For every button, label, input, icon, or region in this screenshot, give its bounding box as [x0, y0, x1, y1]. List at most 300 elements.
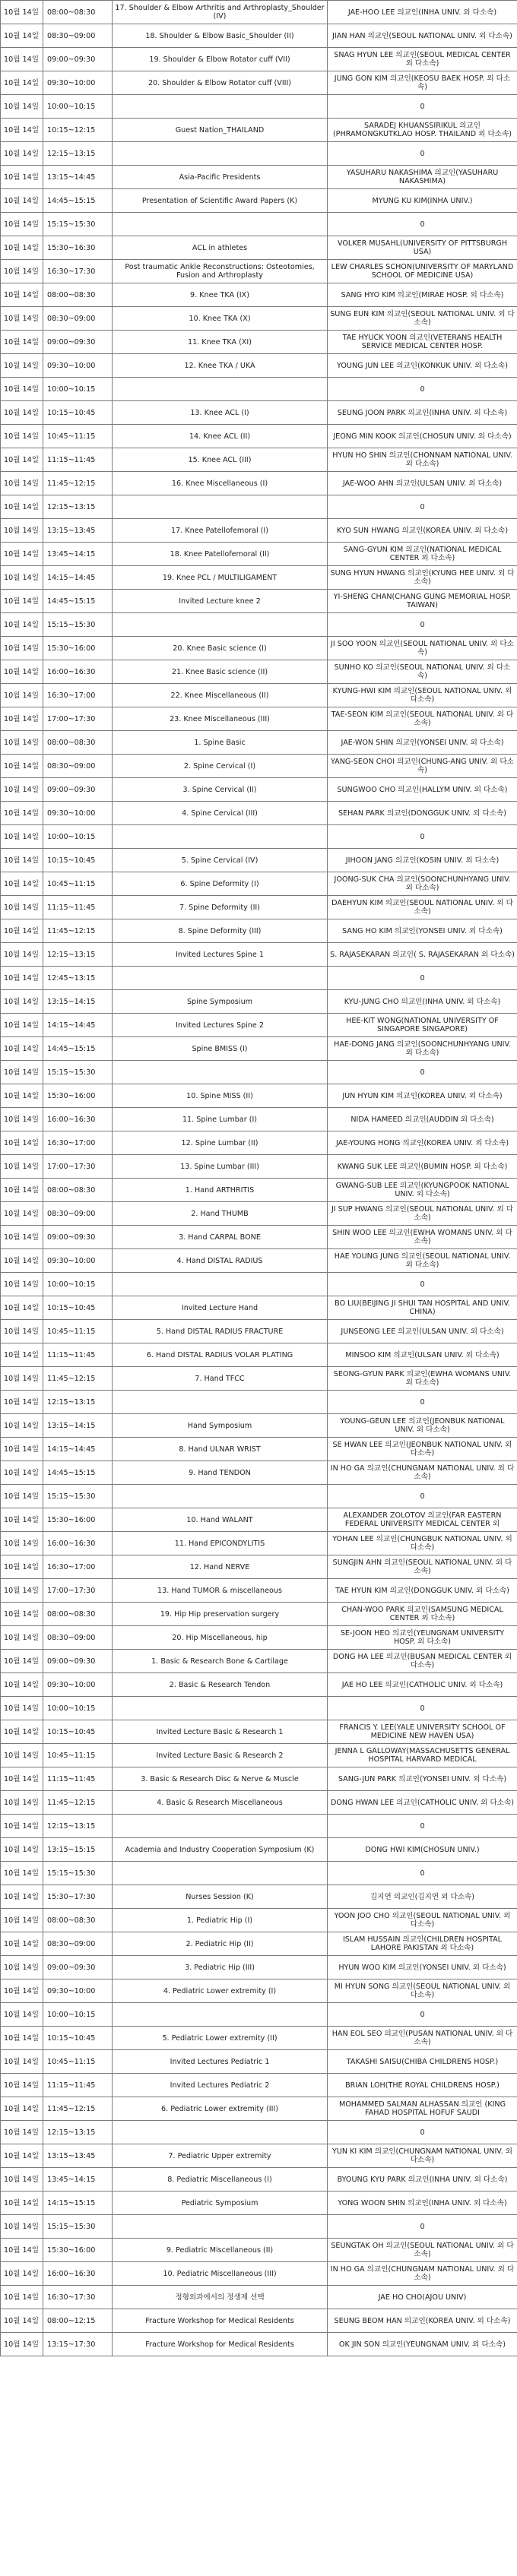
time-cell: 11:15~11:45	[43, 1767, 113, 1791]
date-cell: 10월 14일	[1, 425, 43, 448]
chair-cell: ISLAM HUSSAIN 의교인(CHILDREN HOSPITAL LAHORE PAKISTAN 외 다소속)	[328, 1932, 517, 1956]
session-cell: 14. Knee ACL (II)	[113, 425, 328, 448]
chair-cell: MINSOO KIM 의교인(ULSAN UNIV. 외 다소속)	[328, 1343, 517, 1367]
schedule-row	[1, 189, 517, 213]
schedule-row	[1, 1391, 517, 1414]
schedule-row	[1, 236, 517, 260]
time-cell: 10:15~10:45	[43, 1720, 113, 1744]
chair-cell: 0	[328, 2121, 517, 2144]
time-cell: 15:30~16:30	[43, 236, 113, 260]
time-cell: 08:00~08:30	[43, 1603, 113, 1626]
date-cell: 10월 14일	[1, 1532, 43, 1555]
date-cell: 10월 14일	[1, 1343, 43, 1367]
session-cell: 11. Spine Lumbar (I)	[113, 1108, 328, 1131]
schedule-row	[1, 543, 517, 566]
chair-cell: DONG HA LEE 의교인(BUSAN MEDICAL CENTER 외 다소속)	[328, 1650, 517, 1673]
session-cell: 10. Spine MISS (II)	[113, 1084, 328, 1108]
time-cell: 10:45~11:15	[43, 2050, 113, 2074]
session-cell: 17. Shoulder & Elbow Arthritis and Arthroplasty_Shoulder (IV)	[113, 1, 328, 24]
session-cell: 19. Shoulder & Elbow Rotator cuff (VII)	[113, 48, 328, 71]
time-cell: 14:45~15:15	[43, 590, 113, 613]
schedule-row	[1, 2286, 517, 2309]
time-cell: 08:30~09:00	[43, 1626, 113, 1650]
date-cell: 10월 14일	[1, 2144, 43, 2168]
session-cell: Fracture Workshop for Medical Residents	[113, 2309, 328, 2333]
chair-cell: SEUNG JOON PARK 의교인(INHA UNIV. 외 다소속)	[328, 401, 517, 425]
chair-cell: 0	[328, 825, 517, 849]
time-cell: 10:45~11:15	[43, 425, 113, 448]
chair-cell: YOON JOO CHO 의교인(SEOUL NATIONAL UNIV. 외 다소속)	[328, 1909, 517, 1932]
session-cell	[113, 1697, 328, 1720]
time-cell: 16:00~16:30	[43, 1108, 113, 1131]
schedule-row	[1, 1249, 517, 1273]
session-cell: 22. Knee Miscellaneous (II)	[113, 684, 328, 707]
date-cell: 10월 14일	[1, 1603, 43, 1626]
chair-cell: 0	[328, 95, 517, 119]
date-cell: 10월 14일	[1, 2074, 43, 2097]
chair-cell: SEONG-GYUN PARK 의교인(EWHA WOMANS UNIV. 외 다소속)	[328, 1367, 517, 1391]
schedule-row	[1, 2168, 517, 2191]
schedule-rows	[1, 1, 517, 2356]
session-cell	[113, 967, 328, 990]
time-cell: 14:15~14:45	[43, 1438, 113, 1461]
chair-cell: JAE-YOUNG HONG 의교인(KOREA UNIV. 외 다소속)	[328, 1131, 517, 1155]
chair-cell: IN HO GA 의교인(CHUNGNAM NATIONAL UNIV. 외 다소속)	[328, 2262, 517, 2286]
date-cell: 10월 14일	[1, 1273, 43, 1296]
schedule-row	[1, 48, 517, 71]
time-cell: 08:00~08:30	[43, 731, 113, 755]
session-cell	[113, 213, 328, 236]
session-cell: Asia-Pacific Presidents	[113, 166, 328, 189]
session-cell: 4. Spine Cervical (III)	[113, 802, 328, 825]
chair-cell: VOLKER MUSAHL(UNIVERSITY OF PITTSBURGH USA)	[328, 236, 517, 260]
time-cell: 13:45~14:15	[43, 543, 113, 566]
date-cell: 10월 14일	[1, 2239, 43, 2262]
time-cell: 13:15~15:15	[43, 1838, 113, 1862]
session-cell: 11. Knee TKA (XI)	[113, 331, 328, 354]
date-cell: 10월 14일	[1, 707, 43, 731]
schedule-row	[1, 2191, 517, 2215]
chair-cell: TAE-SEON KIM 의교인(SEOUL NATIONAL UNIV. 외 다소속)	[328, 707, 517, 731]
schedule-row	[1, 495, 517, 519]
schedule-row	[1, 1296, 517, 1320]
session-cell: 20. Knee Basic science (I)	[113, 637, 328, 660]
session-cell: 16. Knee Miscellaneous (I)	[113, 472, 328, 495]
chair-cell: KYUNG-HWI KIM 의교인(SEOUL NATIONAL UNIV. 외 다소속)	[328, 684, 517, 707]
chair-cell: DONG HWAN LEE 의교인(CATHOLIC UNIV. 외 다소속)	[328, 1791, 517, 1815]
session-cell	[113, 1485, 328, 1508]
chair-cell: HYUN HO SHIN 의교인(CHONNAM NATIONAL UNIV. 외 다소속)	[328, 448, 517, 472]
time-cell: 14:15~15:15	[43, 2191, 113, 2215]
session-cell: 20. Hip Miscellaneous, hip	[113, 1626, 328, 1650]
chair-cell: BO LIU(BEIJING JI SHUI TAN HOSPITAL AND UNIV. CHINA)	[328, 1296, 517, 1320]
session-cell	[113, 825, 328, 849]
chair-cell: JAE-HOO LEE 의교인(INHA UNIV. 외 다소속)	[328, 1, 517, 24]
time-cell: 15:30~16:00	[43, 1508, 113, 1532]
schedule-row	[1, 872, 517, 896]
date-cell: 10월 14일	[1, 1626, 43, 1650]
date-cell: 10월 14일	[1, 283, 43, 307]
chair-cell: TAKASHI SAISU(CHIBA CHILDRENS HOSP.)	[328, 2050, 517, 2074]
session-cell: 1. Basic & Research Bone & Cartilage	[113, 1650, 328, 1673]
chair-cell: 0	[328, 967, 517, 990]
time-cell: 09:00~09:30	[43, 778, 113, 802]
chair-cell: SUNG HYUN HWANG 의교인(KYUNG HEE UNIV. 외 다소속)	[328, 566, 517, 590]
chair-cell: YOUNG-GEUN LEE 의교인(JEONBUK NATIONAL UNIV. 외 다소속)	[328, 1414, 517, 1438]
time-cell: 15:30~16:00	[43, 2239, 113, 2262]
chair-cell: SANG HO KIM 의교인(YONSEI UNIV. 외 다소속)	[328, 919, 517, 943]
session-cell: 8. Hand ULNAR WRIST	[113, 1438, 328, 1461]
chair-cell: HEE-KIT WONG(NATIONAL UNIVERSITY OF SINGAPORE SINGAPORE)	[328, 1014, 517, 1037]
schedule-row	[1, 1320, 517, 1343]
chair-cell: KYO SUN HWANG 의교인(KOREA UNIV. 외 다소속)	[328, 519, 517, 543]
chair-cell: ALEXANDER ZOLOTOV 의교인(FAR EASTERN FEDERAL UNIVERSITY MEDICAL CENTER 외	[328, 1508, 517, 1532]
session-cell: 2. Hand THUMB	[113, 1202, 328, 1226]
time-cell: 16:30~17:00	[43, 684, 113, 707]
schedule-row	[1, 1650, 517, 1673]
time-cell: 10:15~12:15	[43, 119, 113, 142]
chair-cell: 0	[328, 1485, 517, 1508]
session-cell: 3. Pediatric Hip (III)	[113, 1956, 328, 1979]
chair-cell: HAN EOL SEO 의교인(PUSAN NATIONAL UNIV. 외 다소속)	[328, 2027, 517, 2050]
schedule-row	[1, 1108, 517, 1131]
session-cell: 17. Knee Patellofemoral (I)	[113, 519, 328, 543]
time-cell: 09:00~09:30	[43, 1650, 113, 1673]
date-cell: 10월 14일	[1, 896, 43, 919]
session-cell: 11. Hand EPICONDYLITIS	[113, 1532, 328, 1555]
time-cell: 08:30~09:00	[43, 755, 113, 778]
session-cell: Invited Lectures Pediatric 2	[113, 2074, 328, 2097]
date-cell: 10월 14일	[1, 2050, 43, 2074]
date-cell: 10월 14일	[1, 2262, 43, 2286]
date-cell: 10월 14일	[1, 872, 43, 896]
session-cell: 23. Knee Miscellaneous (III)	[113, 707, 328, 731]
schedule-row	[1, 1862, 517, 1885]
schedule-row	[1, 1508, 517, 1532]
schedule-row	[1, 1014, 517, 1037]
date-cell: 10월 14일	[1, 260, 43, 283]
date-cell: 10월 14일	[1, 943, 43, 967]
chair-cell: 0	[328, 2003, 517, 2027]
schedule-row	[1, 590, 517, 613]
schedule-row	[1, 1485, 517, 1508]
session-cell: Invited Lectures Pediatric 1	[113, 2050, 328, 2074]
schedule-row	[1, 1555, 517, 1579]
session-cell: 5. Hand DISTAL RADIUS FRACTURE	[113, 1320, 328, 1343]
session-cell	[113, 2215, 328, 2239]
schedule-row	[1, 166, 517, 189]
chair-cell: 0	[328, 1391, 517, 1414]
session-cell: Invited Lectures Spine 1	[113, 943, 328, 967]
session-cell: Spine BMISS (I)	[113, 1037, 328, 1061]
date-cell: 10월 14일	[1, 2168, 43, 2191]
chair-cell: SE HWAN LEE 의교인(JEONBUK NATIONAL UNIV. 외 다소속)	[328, 1438, 517, 1461]
date-cell: 10월 14일	[1, 213, 43, 236]
time-cell: 08:00~08:30	[43, 283, 113, 307]
time-cell: 10:00~10:15	[43, 825, 113, 849]
session-cell: 6. Hand DISTAL RADIUS VOLAR PLATING	[113, 1343, 328, 1367]
time-cell: 13:15~14:15	[43, 990, 113, 1014]
schedule-row	[1, 1932, 517, 1956]
time-cell: 12:45~13:15	[43, 967, 113, 990]
session-cell: 10. Knee TKA (X)	[113, 307, 328, 331]
date-cell: 10월 14일	[1, 2003, 43, 2027]
date-cell: 10월 14일	[1, 95, 43, 119]
time-cell: 11:45~12:15	[43, 1367, 113, 1391]
session-cell	[113, 2003, 328, 2027]
chair-cell: JENNA L GALLOWAY(MASSACHUSETTS GENERAL HOSPITAL HARVARD MEDICAL	[328, 1744, 517, 1767]
schedule-row	[1, 378, 517, 401]
chair-cell: HAE YOUNG JUNG 의교인(SEOUL NATIONAL UNIV. 외 다소속)	[328, 1249, 517, 1273]
schedule-row	[1, 2027, 517, 2050]
time-cell: 13:15~14:15	[43, 1414, 113, 1438]
schedule-row	[1, 1626, 517, 1650]
date-cell: 10월 14일	[1, 448, 43, 472]
date-cell: 10월 14일	[1, 1579, 43, 1603]
chair-cell: SANG HYO KIM 의교인(MIRAE HOSP. 외 다소속)	[328, 283, 517, 307]
date-cell: 10월 14일	[1, 1485, 43, 1508]
date-cell: 10월 14일	[1, 1155, 43, 1179]
chair-cell: YI-SHENG CHAN(CHANG GUNG MEMORIAL HOSP. TAIWAN)	[328, 590, 517, 613]
time-cell: 15:15~15:30	[43, 1485, 113, 1508]
schedule-row	[1, 1979, 517, 2003]
schedule-row	[1, 637, 517, 660]
date-cell: 10월 14일	[1, 1815, 43, 1838]
chair-cell: NIDA HAMEED 의교인(AUDDIN 외 다소속)	[328, 1108, 517, 1131]
schedule-row	[1, 1603, 517, 1626]
schedule-row	[1, 707, 517, 731]
date-cell: 10월 14일	[1, 378, 43, 401]
chair-cell: JAE HO LEE 의교인(CATHOLIC UNIV. 외 다소속)	[328, 1673, 517, 1697]
session-cell: Fracture Workshop for Medical Residents	[113, 2333, 328, 2356]
session-cell: Invited Lecture Basic & Research 2	[113, 1744, 328, 1767]
time-cell: 10:00~10:15	[43, 1273, 113, 1296]
schedule-row	[1, 1767, 517, 1791]
time-cell: 16:00~16:30	[43, 2262, 113, 2286]
schedule-row	[1, 684, 517, 707]
schedule-row	[1, 896, 517, 919]
chair-cell: TAE HYUN KIM 의교인(DONGGUK UNIV. 외 다소속)	[328, 1579, 517, 1603]
chair-cell: SNAG HYUN LEE 의교인(SEOUL MEDICAL CENTER 외 다소속)	[328, 48, 517, 71]
schedule-row	[1, 1885, 517, 1909]
session-cell: 3. Hand CARPAL BONE	[113, 1226, 328, 1249]
date-cell: 10월 14일	[1, 1226, 43, 1249]
schedule-row	[1, 566, 517, 590]
date-cell: 10월 14일	[1, 166, 43, 189]
schedule-row	[1, 519, 517, 543]
chair-cell: JAE HO CHO(AJOU UNIV)	[328, 2286, 517, 2309]
schedule-row	[1, 307, 517, 331]
chair-cell: SUNGJIN AHN 의교인(SEOUL NATIONAL UNIV. 외 다소속)	[328, 1555, 517, 1579]
date-cell: 10월 14일	[1, 1791, 43, 1815]
schedule-row	[1, 1720, 517, 1744]
chair-cell: DONG HWI KIM(CHOSUN UNIV.)	[328, 1838, 517, 1862]
time-cell: 10:00~10:15	[43, 378, 113, 401]
session-cell: 18. Shoulder & Elbow Basic_Shoulder (II)	[113, 24, 328, 48]
time-cell: 12:15~13:15	[43, 943, 113, 967]
schedule-row	[1, 1438, 517, 1461]
schedule-row	[1, 1343, 517, 1367]
schedule-row	[1, 71, 517, 95]
session-cell: 9. Knee TKA (IX)	[113, 283, 328, 307]
date-cell: 10월 14일	[1, 1885, 43, 1909]
time-cell: 16:30~17:30	[43, 260, 113, 283]
time-cell: 11:45~12:15	[43, 1791, 113, 1815]
chair-cell: JI SUP HWANG 의교인(SEOUL NATIONAL UNIV. 외 다소속)	[328, 1202, 517, 1226]
schedule-row	[1, 802, 517, 825]
schedule-row	[1, 2333, 517, 2356]
time-cell: 08:00~08:30	[43, 1179, 113, 1202]
chair-cell: GWANG-SUB LEE 의교인(KYUNGPOOK NATIONAL UNIV. 외 다소속)	[328, 1179, 517, 1202]
session-cell: 4. Hand DISTAL RADIUS	[113, 1249, 328, 1273]
chair-cell: KWANG SUK LEE 의교인(BUMIN HOSP. 외 다소속)	[328, 1155, 517, 1179]
schedule-row	[1, 778, 517, 802]
schedule-row	[1, 1461, 517, 1485]
date-cell: 10월 14일	[1, 236, 43, 260]
chair-cell: 0	[328, 378, 517, 401]
date-cell: 10월 14일	[1, 1909, 43, 1932]
session-cell: 6. Spine Deformity (I)	[113, 872, 328, 896]
session-cell: 1. Pediatric Hip (I)	[113, 1909, 328, 1932]
date-cell: 10월 14일	[1, 1720, 43, 1744]
chair-cell: SUNHO KO 의교인(SEOUL NATIONAL UNIV. 외 다소속)	[328, 660, 517, 684]
chair-cell: SANG-JUN PARK 의교인(YONSEI UNIV. 외 다소속)	[328, 1767, 517, 1791]
chair-cell: SANG-GYUN KIM 의교인(NATIONAL MEDICAL CENTER 외 다소속)	[328, 543, 517, 566]
date-cell: 10월 14일	[1, 778, 43, 802]
session-cell: Guest Nation_THAILAND	[113, 119, 328, 142]
session-cell: Pediatric Symposium	[113, 2191, 328, 2215]
date-cell: 10월 14일	[1, 1979, 43, 2003]
schedule-row	[1, 472, 517, 495]
session-cell: 12. Hand NERVE	[113, 1555, 328, 1579]
schedule-row	[1, 1532, 517, 1555]
session-cell: Presentation of Scientific Award Papers (K)	[113, 189, 328, 213]
time-cell: 10:00~10:15	[43, 95, 113, 119]
chair-cell: IN HO GA 의교인(CHUNGNAM NATIONAL UNIV. 외 다소속)	[328, 1461, 517, 1485]
schedule-row	[1, 990, 517, 1014]
session-cell: 정형외과에서의 정생제 선택	[113, 2286, 328, 2309]
schedule-row	[1, 731, 517, 755]
time-cell: 15:15~15:30	[43, 213, 113, 236]
date-cell: 10월 14일	[1, 1014, 43, 1037]
session-cell: Academia and Industry Cooperation Symposium (K)	[113, 1838, 328, 1862]
schedule-row	[1, 943, 517, 967]
session-cell: 2. Spine Cervical (I)	[113, 755, 328, 778]
schedule-row	[1, 825, 517, 849]
chair-cell: MI HYUN SONG 의교인(SEOUL NATIONAL UNIV. 외 다소속)	[328, 1979, 517, 2003]
session-cell: 21. Knee Basic science (II)	[113, 660, 328, 684]
schedule-row	[1, 1414, 517, 1438]
time-cell: 16:30~17:00	[43, 1555, 113, 1579]
session-cell: Spine Symposium	[113, 990, 328, 1014]
time-cell: 08:00~08:30	[43, 1909, 113, 1932]
date-cell: 10월 14일	[1, 142, 43, 166]
chair-cell: SEHAN PARK 의교인(DONGGUK UNIV. 외 다소속)	[328, 802, 517, 825]
schedule-row	[1, 1956, 517, 1979]
session-cell: 1. Spine Basic	[113, 731, 328, 755]
date-cell: 10월 14일	[1, 189, 43, 213]
date-cell: 10월 14일	[1, 1650, 43, 1673]
session-cell	[113, 378, 328, 401]
date-cell: 10월 14일	[1, 1367, 43, 1391]
schedule-row	[1, 1838, 517, 1862]
schedule-row	[1, 1673, 517, 1697]
session-cell: 8. Spine Deformity (III)	[113, 919, 328, 943]
time-cell: 10:45~11:15	[43, 1744, 113, 1767]
session-cell: 7. Hand TFCC	[113, 1367, 328, 1391]
time-cell: 15:15~15:30	[43, 1061, 113, 1084]
chair-cell: YUN KI KIM 의교인(CHUNGNAM NATIONAL UNIV. 외 다소속)	[328, 2144, 517, 2168]
session-cell: 18. Knee Patellofemoral (II)	[113, 543, 328, 566]
session-cell: 19. Hip Hip preservation surgery	[113, 1603, 328, 1626]
chair-cell: BRIAN LOH(THE ROYAL CHILDRENS HOSP.)	[328, 2074, 517, 2097]
chair-cell: DAEHYUN KIM 의교인(SEOUL NATIONAL UNIV. 외 다소속)	[328, 896, 517, 919]
chair-cell: 0	[328, 1061, 517, 1084]
date-cell: 10월 14일	[1, 1, 43, 24]
time-cell: 08:00~08:30	[43, 1, 113, 24]
date-cell: 10월 14일	[1, 495, 43, 519]
session-cell: Post traumatic Ankle Reconstructions: Osteotomies, Fusion and Arthroplasty	[113, 260, 328, 283]
time-cell: 09:30~10:00	[43, 354, 113, 378]
schedule-row	[1, 213, 517, 236]
chair-cell: JUN HYUN KIM 의교인(KOREA UNIV. 외 다소속)	[328, 1084, 517, 1108]
time-cell: 08:30~09:00	[43, 1932, 113, 1956]
schedule-row	[1, 2050, 517, 2074]
chair-cell: 0	[328, 213, 517, 236]
date-cell: 10월 14일	[1, 119, 43, 142]
schedule-row	[1, 660, 517, 684]
date-cell: 10월 14일	[1, 1131, 43, 1155]
date-cell: 10월 14일	[1, 1932, 43, 1956]
date-cell: 10월 14일	[1, 2333, 43, 2356]
time-cell: 08:30~09:00	[43, 1202, 113, 1226]
schedule-row	[1, 354, 517, 378]
time-cell: 10:00~10:15	[43, 1697, 113, 1720]
time-cell: 11:15~11:45	[43, 896, 113, 919]
date-cell: 10월 14일	[1, 637, 43, 660]
chair-cell: JIAN HAN 의교인(SEOUL NATIONAL UNIV. 외 다소속)	[328, 24, 517, 48]
time-cell: 09:00~09:30	[43, 48, 113, 71]
session-cell: 5. Pediatric Lower extremity (II)	[113, 2027, 328, 2050]
time-cell: 09:00~09:30	[43, 1956, 113, 1979]
session-cell: Hand Symposium	[113, 1414, 328, 1438]
schedule-row	[1, 1179, 517, 1202]
chair-cell: 0	[328, 2215, 517, 2239]
time-cell: 10:00~10:15	[43, 2003, 113, 2027]
session-cell	[113, 1862, 328, 1885]
schedule-row	[1, 2097, 517, 2121]
schedule-row	[1, 849, 517, 872]
time-cell: 10:45~11:15	[43, 1320, 113, 1343]
session-cell: 6. Pediatric Lower extremity (III)	[113, 2097, 328, 2121]
session-cell: 5. Spine Cervical (IV)	[113, 849, 328, 872]
chair-cell: SUNGWOO CHO 의교인(HALLYM UNIV. 외 다소속)	[328, 778, 517, 802]
date-cell: 10월 14일	[1, 1697, 43, 1720]
time-cell: 12:15~13:15	[43, 1391, 113, 1414]
time-cell: 11:45~12:15	[43, 2097, 113, 2121]
chair-cell: SEUNGTAK OH 의교인(SEOUL NATIONAL UNIV. 외 다소속)	[328, 2239, 517, 2262]
chair-cell: 0	[328, 1815, 517, 1838]
schedule-row	[1, 1061, 517, 1084]
schedule-row	[1, 260, 517, 283]
schedule-row	[1, 2262, 517, 2286]
chair-cell: FRANCIS Y. LEE(YALE UNIVERSITY SCHOOL OF MEDICINE NEW HAVEN USA)	[328, 1720, 517, 1744]
chair-cell: MOHAMMED SALMAN ALHASSAN 의교인 (KING FAHAD HOSPITAL HOFUF SAUDI	[328, 2097, 517, 2121]
session-cell: 12. Spine Lumbar (II)	[113, 1131, 328, 1155]
time-cell: 11:15~11:45	[43, 1343, 113, 1367]
schedule-row	[1, 613, 517, 637]
chair-cell: SARADEJ KHUANSSIRIKUL 의교인 (PHRAMONGKUTKLAO HOSP. THAILAND 외 다소속)	[328, 119, 517, 142]
